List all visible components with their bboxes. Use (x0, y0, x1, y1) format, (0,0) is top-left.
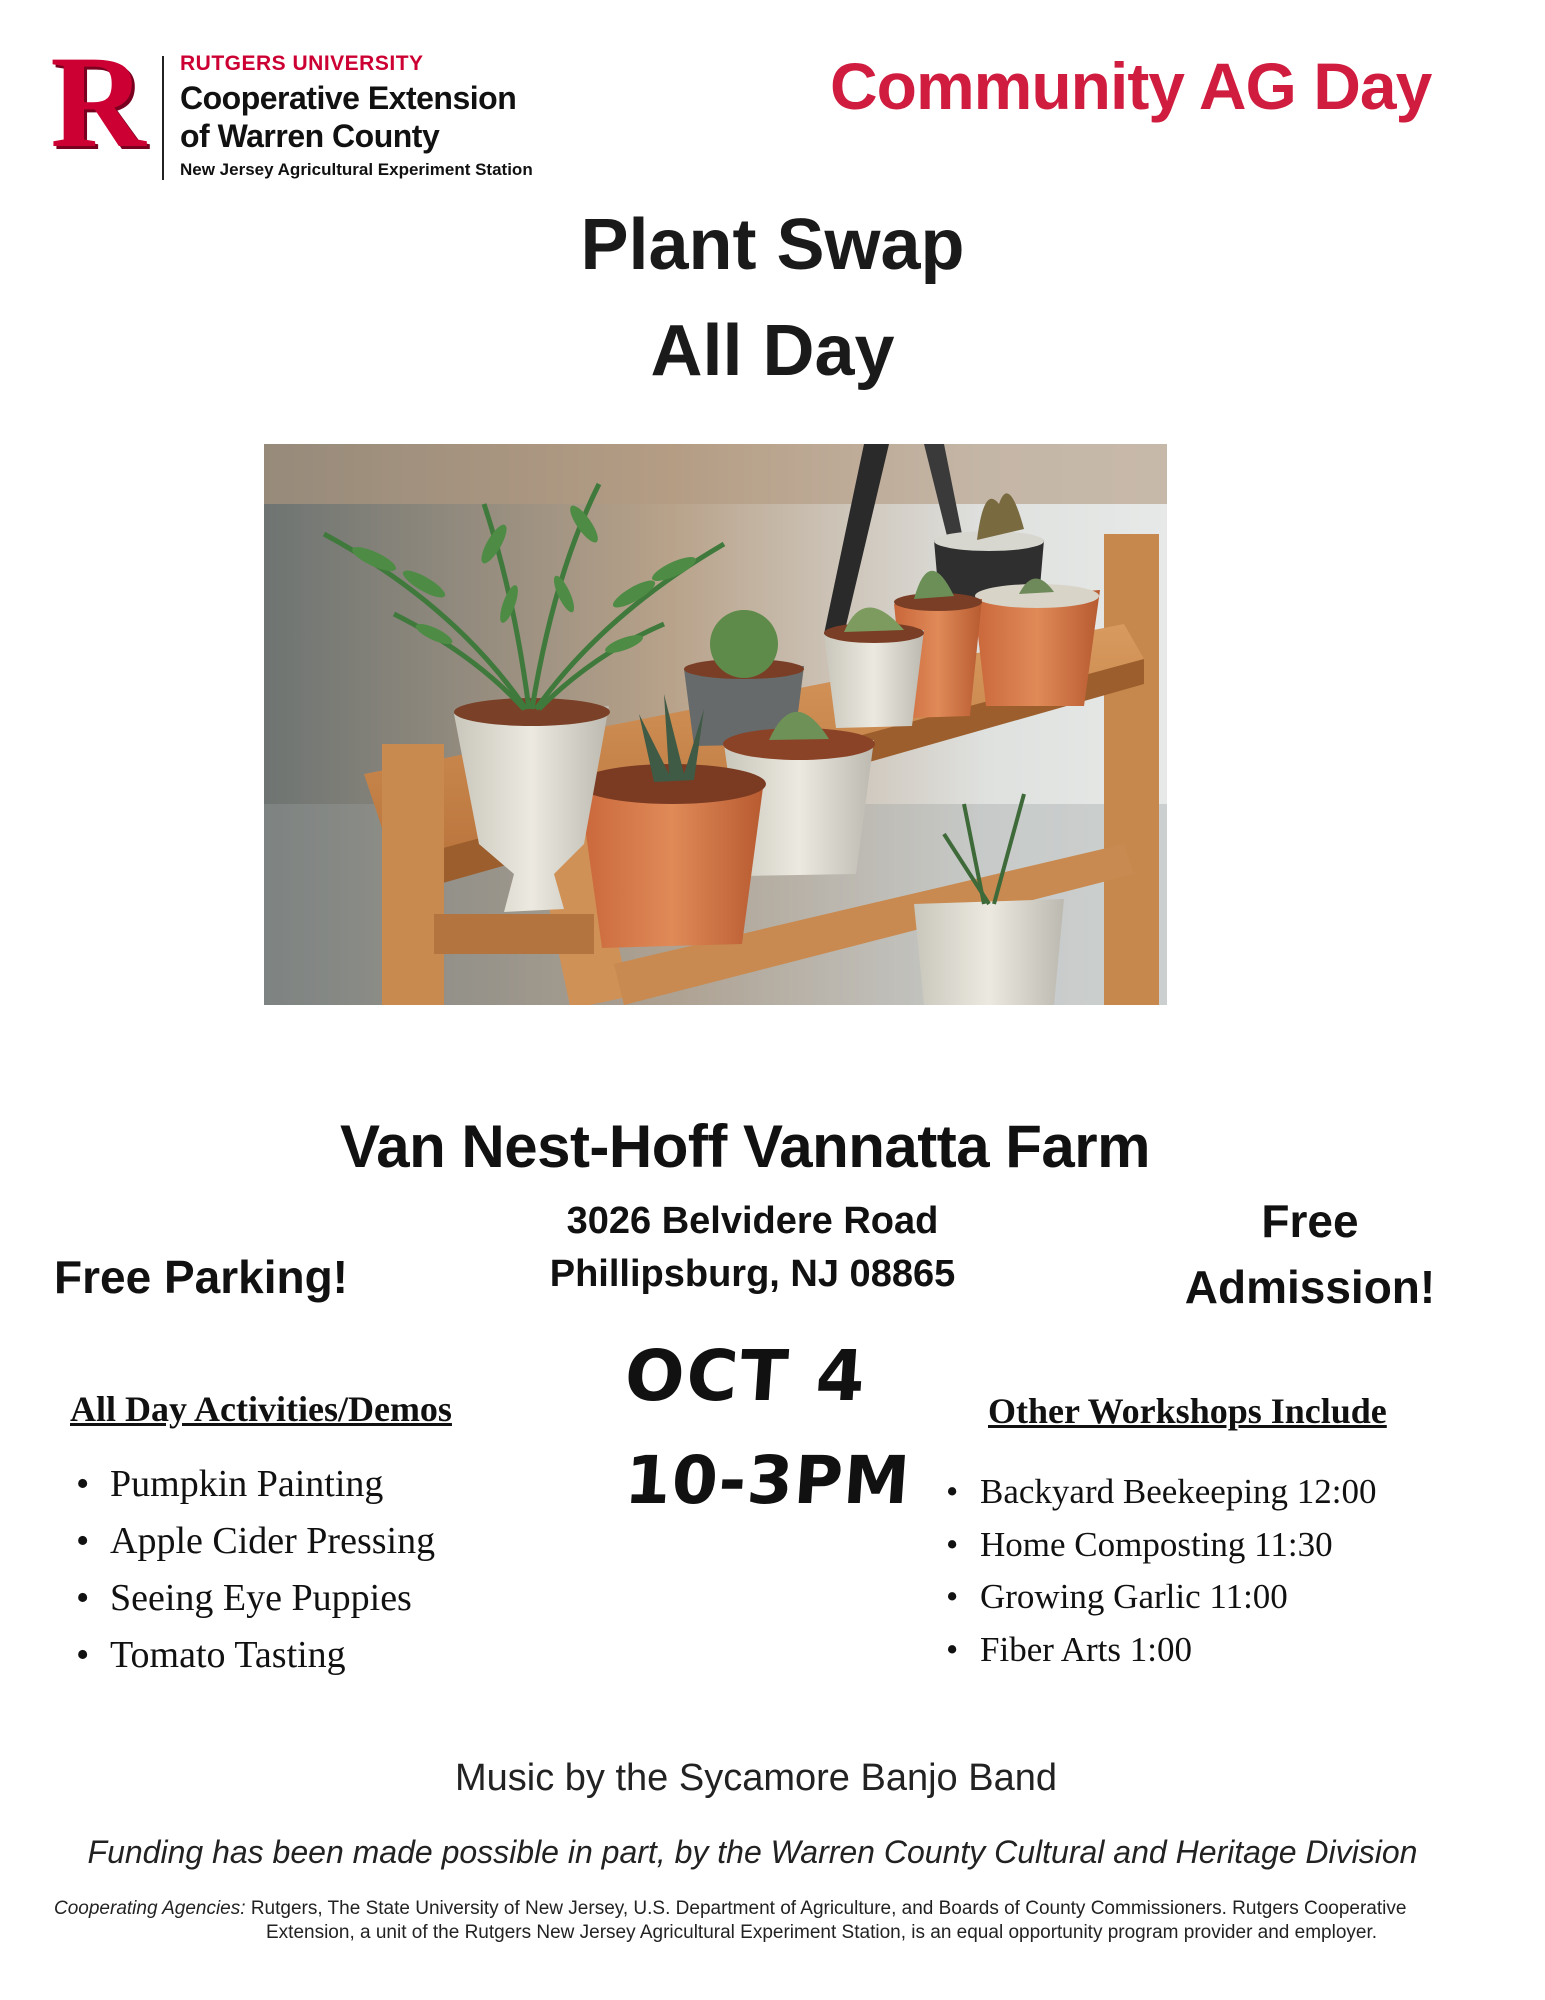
list-item: • Seeing Eye Puppies (76, 1577, 412, 1619)
list-item: • Growing Garlic 11:00 (946, 1577, 1288, 1616)
list-item: • Home Composting 11:30 (946, 1524, 1333, 1564)
rutgers-r-logo: R (50, 28, 142, 175)
free-admission-line-1: Free (1261, 1195, 1359, 1247)
activity-label: Seeing Eye Puppies (110, 1577, 412, 1619)
potted-plants-photo (264, 444, 1167, 1005)
free-parking-note: Free Parking! (54, 1251, 348, 1303)
cooperating-agencies-label: Cooperating Agencies: (54, 1898, 246, 1919)
venue-name: Van Nest-Hoff Vannatta Farm (339, 1113, 1150, 1180)
address-city: Phillipsburg, NJ 08865 (549, 1253, 956, 1295)
list-item: • Pumpkin Painting (76, 1463, 384, 1505)
logo-divider (162, 56, 164, 180)
workshop-label: Fiber Arts 1:00 (980, 1629, 1192, 1669)
activity-label: Apple Cider Pressing (110, 1520, 436, 1562)
music-note: Music by the Sycamore Banjo Band (455, 1757, 1057, 1799)
event-time: 10-3PM (622, 1442, 913, 1519)
list-item: • Backyard Beekeeping 12:00 (946, 1472, 1377, 1511)
event-date: OCT 4 (622, 1335, 870, 1417)
activity-label: Tomato Tasting (110, 1634, 346, 1676)
cooperating-agencies-text: Rutgers, The State University of New Jersey, U.S. Department of Agriculture, and Boards of County Commissioners. Rutgers Cooperative (250, 1898, 1407, 1919)
logo-subline: New Jersey Agricultural Experiment Station (180, 160, 533, 179)
workshops-heading: Other Workshops Include (988, 1391, 1387, 1431)
headline-all-day: All Day (650, 311, 895, 391)
activities-heading: All Day Activities/Demos (70, 1389, 452, 1429)
workshop-label: Growing Garlic 11:00 (980, 1577, 1288, 1616)
list-item: • Fiber Arts 1:00 (946, 1629, 1192, 1669)
workshop-label: Home Composting 11:30 (980, 1524, 1333, 1564)
address-street: 3026 Belvidere Road (566, 1200, 939, 1242)
event-title: Community AG Day (830, 49, 1432, 123)
headline-plant-swap: Plant Swap (580, 205, 965, 285)
list-item: • Tomato Tasting (76, 1634, 346, 1676)
logo-line-2: of Warren County (180, 118, 440, 154)
cooperating-agencies (54, 1896, 1514, 1922)
activities-list (72, 1456, 435, 1684)
workshops-list (942, 1466, 1377, 1676)
logo-line-1: Cooperative Extension (180, 80, 517, 116)
free-admission-line-2: Admission! (1184, 1261, 1436, 1313)
activity-label: Pumpkin Painting (110, 1463, 384, 1505)
workshop-label: Backyard Beekeeping 12:00 (980, 1472, 1377, 1511)
list-item: • Apple Cider Pressing (76, 1520, 436, 1562)
funding-note: Funding has been made possible in part, by the Warren County Cultural and Heritage Division (87, 1834, 1418, 1870)
cooperating-agencies-text-2: Extension, a unit of the Rutgers New Jersey Agricultural Experiment Station, is an equal opportunity program provider and employer. (266, 1922, 1378, 1943)
logo-university-name: RUTGERS UNIVERSITY (180, 52, 424, 75)
